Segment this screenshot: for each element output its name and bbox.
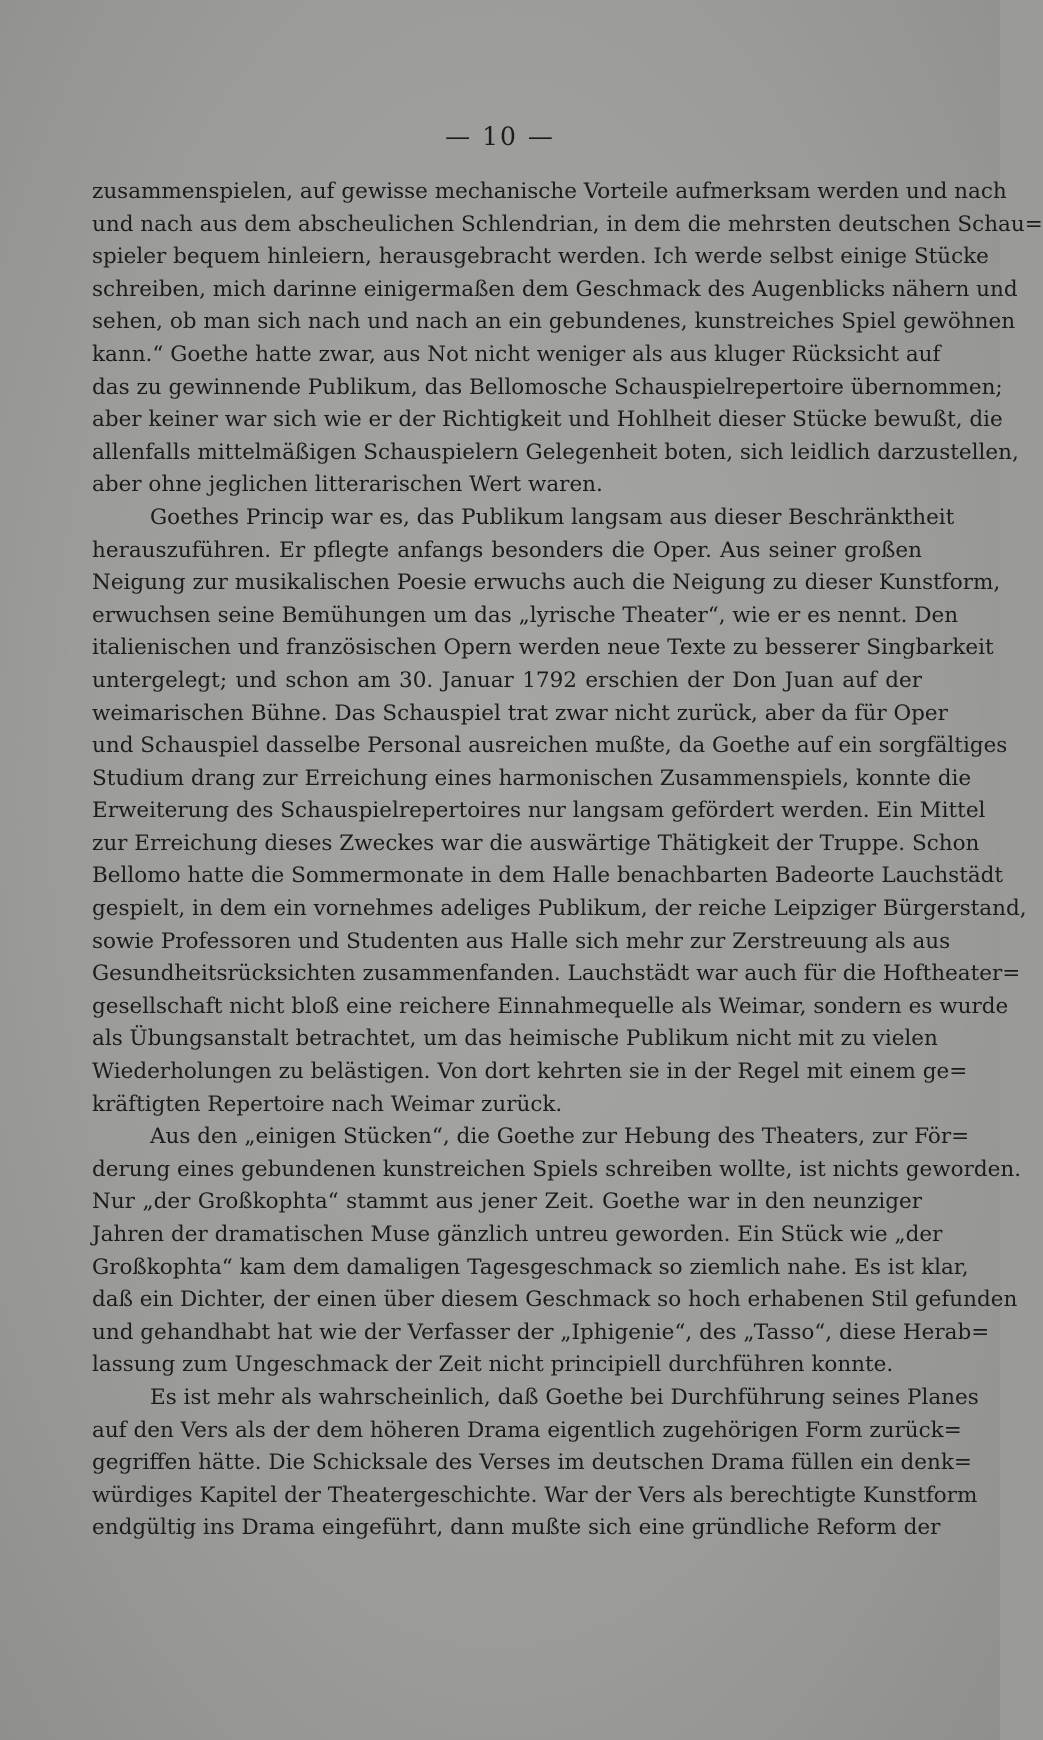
text-line: schreiben, mich darinne einigermaßen dem Geschmack des Augenblicks nähern und	[92, 276, 1018, 302]
text-line: kräftigten Repertoire nach Weimar zurück.	[92, 1091, 563, 1117]
text-line: Jahren der dramatischen Muse gänzlich untreu geworden. Ein Stück wie „der	[92, 1222, 943, 1247]
text-line: Es ist mehr als wahrscheinlich, daß Goethe bei Durchführung seines Planes	[150, 1384, 979, 1410]
text-line: Goethes Princip war es, das Publikum langsam aus dieser Beschränktheit	[150, 504, 955, 530]
text-line: erwuchsen seine Bemühungen um das „lyrische Theater“, wie er es nennt. Den	[92, 602, 959, 628]
text-line: als Übungsanstalt betrachtet, um das heimische Publikum nicht mit zu vielen	[92, 1026, 938, 1052]
text-line: endgültig ins Drama eingeführt, dann mußte sich eine gründliche Reform der	[92, 1515, 941, 1541]
text-line: Wiederholungen zu belästigen. Von dort kehrten sie in der Regel mit einem ge=	[92, 1059, 968, 1085]
text-line: sehen, ob man sich nach und nach an ein gebundenes, kunstreiches Spiel gewöhnen	[92, 309, 1016, 335]
text-line: Großkophta“ kam dem damaligen Tagesgeschmack so ziemlich nahe. Es ist klar,	[92, 1254, 969, 1280]
text-line: auf den Vers als der dem höheren Drama eigentlich zugehörigen Form zurück=	[92, 1417, 962, 1443]
text-line: gespielt, in dem ein vornehmes adeliges Publikum, der reiche Leipziger Bürgerstand,	[92, 896, 1027, 922]
text-line: Nur „der Großkophta“ stammt aus jener Zeit. Goethe war in den neunziger	[92, 1189, 922, 1215]
text-line: zur Erreichung dieses Zweckes war die auswärtige Thätigkeit der Truppe. Schon	[92, 830, 980, 856]
text-line: gegriffen hätte. Die Schicksale des Verses im deutschen Drama füllen ein denk=	[92, 1450, 972, 1476]
text-line: spieler bequem hinleiern, herausgebracht werden. Ich werde selbst einige Stücke	[92, 244, 989, 270]
text-line: Erweiterung des Schauspielrepertoires nur langsam gefördert werden. Ein Mittel	[92, 798, 986, 824]
text-line: zusammenspielen, auf gewisse mechanische Vorteile aufmerksam werden und nach	[92, 179, 1007, 204]
text-line: Gesundheitsrücksichten zusammenfanden. Lauchstädt war auch für die Hoftheater=	[92, 961, 1021, 987]
text-line: Neigung zur musikalischen Poesie erwuchs auch die Neigung zu dieser Kunstform,	[92, 570, 1001, 596]
text-line: untergelegt; und schon am 30. Januar 1792 erschien der Don Juan auf der	[92, 667, 922, 693]
text-line: Aus den „einigen Stücken“, die Goethe zur Hebung des Theaters, zur För=	[150, 1124, 970, 1150]
text-line: und Schauspiel dasselbe Personal ausreichen mußte, da Goethe auf ein sorgfältiges	[92, 733, 1008, 759]
text-line: kann.“ Goethe hatte zwar, aus Not nicht weniger als aus kluger Rücksicht auf	[92, 341, 941, 367]
text-line: weimarischen Bühne. Das Schauspiel trat zwar nicht zurück, aber da für Oper	[92, 700, 948, 726]
text-line: derung eines gebundenen kunstreichen Spiels schreiben wollte, ist nichts geworden.	[92, 1156, 1022, 1182]
text-line: allenfalls mittelmäßigen Schauspielern Gelegenheit boten, sich leidlich darzustellen,	[92, 439, 1019, 465]
text-line: Bellomo hatte die Sommermonate in dem Halle benachbarten Badeorte Lauchstädt	[92, 863, 1004, 889]
text-line: aber keiner war sich wie er der Richtigkeit und Hohlheit dieser Stücke bewußt, die	[92, 407, 1003, 433]
text-line: gesellschaft nicht bloß eine reichere Einnahmequelle als Weimar, sondern es wurde	[92, 993, 1009, 1019]
text-line: italienischen und französischen Opern werden neue Texte zu besserer Singbarkeit	[92, 635, 994, 661]
text-line: würdiges Kapitel der Theatergeschichte. War der Vers als berechtigte Kunstform	[92, 1482, 978, 1508]
text-line: Studium drang zur Erreichung eines harmonischen Zusammenspiels, konnte die	[92, 765, 972, 791]
text-line: daß ein Dichter, der einen über diesem Geschmack so hoch erhabenen Stil gefunden	[92, 1287, 1018, 1313]
text-line: lassung zum Ungeschmack der Zeit nicht principiell durchführen konnte.	[92, 1352, 894, 1378]
text-line: aber ohne jeglichen litterarischen Wert waren.	[92, 472, 603, 498]
page-number: — 10 —	[445, 122, 555, 151]
text-line: und nach aus dem abscheulichen Schlendrian, in dem die mehrsten deutschen Schau=	[92, 211, 1043, 237]
text-line: und gehandhabt hat wie der Verfasser der „Iphigenie“, des „Tasso“, diese Herab=	[92, 1319, 990, 1345]
text-line: herauszuführen. Er pflegte anfangs besonders die Oper. Aus seiner großen	[92, 537, 922, 563]
body-text	[92, 176, 1043, 1545]
text-line: sowie Professoren und Studenten aus Halle sich mehr zur Zerstreuung als aus	[92, 928, 951, 954]
text-line: das zu gewinnende Publikum, das Bellomosche Schauspielrepertoire übernommen;	[92, 374, 1003, 400]
